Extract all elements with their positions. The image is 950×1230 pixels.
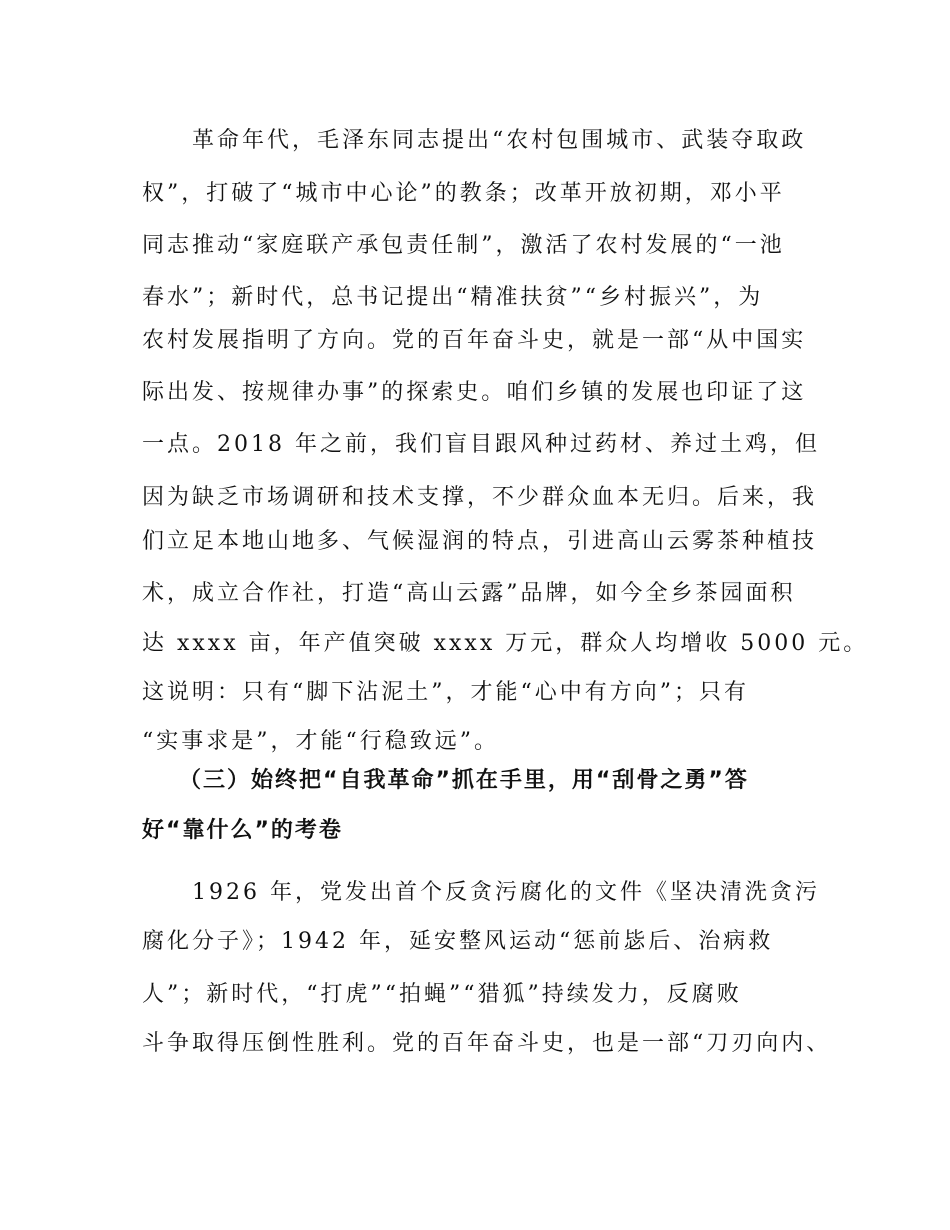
paragraph-1-line-1: 革命年代，毛泽东同志提出“农村包围城市、武装夺取政 [142, 128, 807, 153]
paragraph-1-line-11: 达 xxxx 亩，年产值突破 xxxx 万元，群众人均增收 5000 元。 [142, 631, 869, 656]
paragraph-1-line-4: 春水”；新时代，总书记提出“精准扶贫”“乡村振兴”，为 [142, 285, 764, 310]
paragraph-1-line-12: 这说明：只有“脚下沾泥土”，才能“心中有方向”；只有 [142, 680, 749, 705]
section-3-heading-line-2: 好“靠什么”的考卷 [142, 818, 343, 843]
paragraph-1-line-13: “实事求是”，才能“行稳致远”。 [142, 729, 499, 754]
paragraph-1-line-3: 同志推动“家庭联产承包责任制”，激活了农村发展的“一池 [142, 233, 785, 258]
paragraph-1-line-10: 术，成立合作社，打造“高山云露”品牌，如今全乡茶园面积 [142, 581, 796, 606]
section-3-heading-line-1: （三）始终把“自我革命”抓在手里，用“刮骨之勇”答 [142, 768, 749, 793]
paragraph-1-line-6: 际出发、按规律办事”的探索史。咱们乡镇的发展也印证了这 [142, 380, 807, 405]
paragraph-2-line-4: 斗争取得压倒性胜利。党的百年奋斗史，也是一部“刀刃向内、 [142, 1031, 832, 1056]
paragraph-2-line-2: 腐化分子》；1942 年，延安整风运动“惩前毖后、治病救 [142, 929, 774, 954]
paragraph-2-line-1: 1926 年，党发出首个反贪污腐化的文件《坚决清洗贪污 [142, 880, 820, 905]
paragraph-1-line-5: 农村发展指明了方向。党的百年奋斗史，就是一部“从中国实 [142, 328, 807, 353]
paragraph-2-line-3: 人”；新时代，“打虎”“拍蝇”“猎狐”持续发力，反腐败 [142, 982, 742, 1007]
paragraph-1-line-2: 权”，打破了“城市中心论”的教条；改革开放初期，邓小平 [142, 181, 785, 206]
paragraph-1-line-7: 一点。2018 年之前，我们盲目跟风种过药材、养过土鸡，但 [142, 432, 820, 457]
paragraph-1-line-8: 因为缺乏市场调研和技术支撑，不少群众血本无归。后来，我 [142, 485, 818, 510]
paragraph-1-line-9: 们立足本地山地多、气候湿润的特点，引进高山云雾茶种植技 [142, 529, 818, 554]
